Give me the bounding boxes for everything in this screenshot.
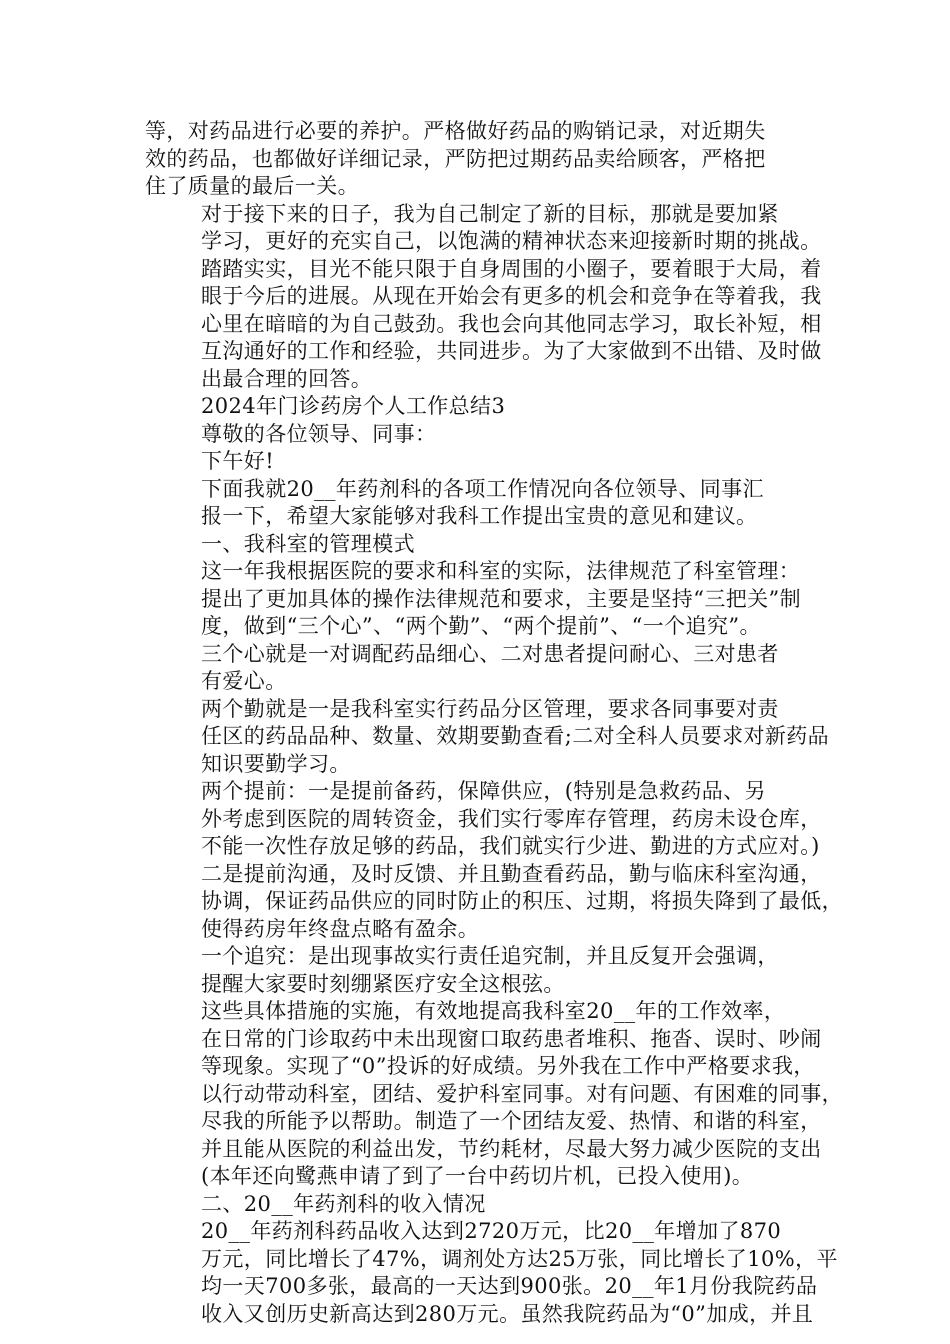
text-line: (本年还向鹭燕申请了到了一台中药切片机，已投入使用)。: [201, 1164, 754, 1188]
paragraph: [145, 558, 809, 641]
text-line: 两个提前：一是提前备药，保障供应，(特别是急救药品、另: [201, 779, 766, 803]
text-line: 一、我科室的管理模式: [201, 531, 415, 556]
paragraph: [145, 943, 809, 998]
text-line: 尽我的所能予以帮助。制造了一个团结友爱、热情、和谐的科室，: [201, 1109, 822, 1133]
text-line: 眼于今后的进展。从现在开始会有更多的机会和竞争在等着我，我: [201, 284, 822, 308]
text-line: 下面我就20__年药剂科的各项工作情况向各位领导、同事汇: [201, 476, 764, 501]
text-line: 度，做到“三个心”、“两个勤”、“两个提前”、“一个追究”。: [201, 614, 761, 638]
paragraph: [145, 1218, 838, 1328]
paragraph: [145, 531, 809, 559]
text-line: 使得药房年终盘点略有盈余。: [201, 916, 480, 941]
text-line: 收入又创历史新高达到280万元。虽然我院药品为“0”加成，并且: [201, 1301, 814, 1326]
text-line: 在日常的门诊取药中未出现窗口取药患者堆积、拖沓、误时、吵闹: [201, 1026, 822, 1051]
text-line: 知识要勤学习。: [201, 751, 351, 776]
paragraph: [145, 393, 809, 421]
text-line: 对于接下来的日子，我为自己制定了新的目标，那就是要加紧: [201, 201, 779, 226]
text-line: 2024年门诊药房个人工作总结3: [201, 394, 506, 418]
text-line: 住了质量的最后一关。: [145, 174, 359, 198]
text-line: 等，对药品进行必要的养护。严格做好药品的购销记录，对近期失: [145, 119, 766, 143]
text-line: 并且能从医院的利益出发，节约耗材，尽最大努力减少医院的支出: [201, 1136, 822, 1161]
text-line: 一个追究：是出现事故实行责任追究制，并且反复开会强调，: [201, 944, 779, 968]
document-body: [145, 118, 843, 1328]
paragraph: [145, 998, 843, 1191]
paragraph: [145, 696, 830, 779]
paragraph: [145, 641, 809, 696]
text-line: 互沟通好的工作和经验，共同进步。为了大家做到不出错、及时做: [201, 339, 822, 363]
paragraph: [145, 778, 843, 943]
paragraph: [145, 448, 809, 476]
text-line: 两个勤就是一是我科室实行药品分区管理，要求各同事要对责: [201, 696, 779, 721]
text-line: 下午好!: [201, 449, 275, 473]
paragraph: [145, 201, 822, 394]
text-line: 效的药品，也都做好详细记录，严防把过期药品卖给顾客，严格把: [145, 146, 766, 171]
paragraph: [145, 118, 809, 201]
text-line: 二、20__年药剂科的收入情况: [201, 1191, 486, 1216]
text-line: 提醒大家要时刻绷紧医疗安全这根弦。: [201, 971, 565, 996]
text-line: 出最合理的回答。: [201, 366, 373, 391]
paragraph: [145, 476, 809, 531]
text-line: 提出了更加具体的操作法律规范和要求，主要是坚持“三把关”制: [201, 586, 802, 611]
text-line: 这些具体措施的实施，有效地提高我科室20__年的工作效率，: [201, 999, 786, 1023]
text-line: 三个心就是一对调配药品细心、二对患者提问耐心、三对患者: [201, 641, 779, 666]
text-line: 有爱心。: [201, 669, 287, 693]
text-line: 万元，同比增长了47%，调剂处方达25万张，同比增长了10%，平: [201, 1246, 838, 1271]
text-line: 20__年药剂科药品收入达到2720万元，比20__年增加了870: [201, 1219, 782, 1243]
text-line: 学习，更好的充实自己，以饱满的精神状态来迎接新时期的挑战。: [201, 229, 822, 253]
text-line: 均一天700多张，最高的一天达到900张。20__年1月份我院药品: [201, 1274, 818, 1298]
text-line: 不能一次性存放足够的药品，我们就实行少进、勤进的方式应对。): [201, 834, 820, 858]
text-line: 外考虑到医院的周转资金，我们实行零库存管理，药房未设仓库，: [201, 806, 822, 831]
text-line: 二是提前沟通，及时反馈、并且勤查看药品，勤与临床科室沟通，: [201, 861, 822, 886]
paragraph: [145, 1191, 809, 1219]
text-line: 协调，保证药品供应的同时防止的积压、过期，将损失降到了最低，: [201, 889, 843, 913]
text-line: 尊敬的各位领导、同事：: [201, 421, 437, 446]
text-line: 这一年我根据医院的要求和科室的实际，法律规范了科室管理：: [201, 559, 801, 583]
text-line: 等现象。实现了“0”投诉的好成绩。另外我在工作中严格要求我，: [201, 1054, 815, 1078]
text-line: 以行动带动科室，团结、爱护科室同事。对有问题、有困难的同事，: [201, 1081, 843, 1106]
paragraph: [145, 421, 809, 449]
text-line: 报一下，希望大家能够对我科工作提出宝贵的意见和建议。: [201, 504, 758, 528]
text-line: 任区的药品品种、数量、效期要勤查看;二对全科人员要求对新药品: [201, 724, 830, 748]
text-line: 心里在暗暗的为自己鼓劲。我也会向其他同志学习，取长补短，相: [201, 311, 822, 336]
text-line: 踏踏实实，目光不能只限于自身周围的小圈子，要着眼于大局，着: [201, 256, 822, 281]
